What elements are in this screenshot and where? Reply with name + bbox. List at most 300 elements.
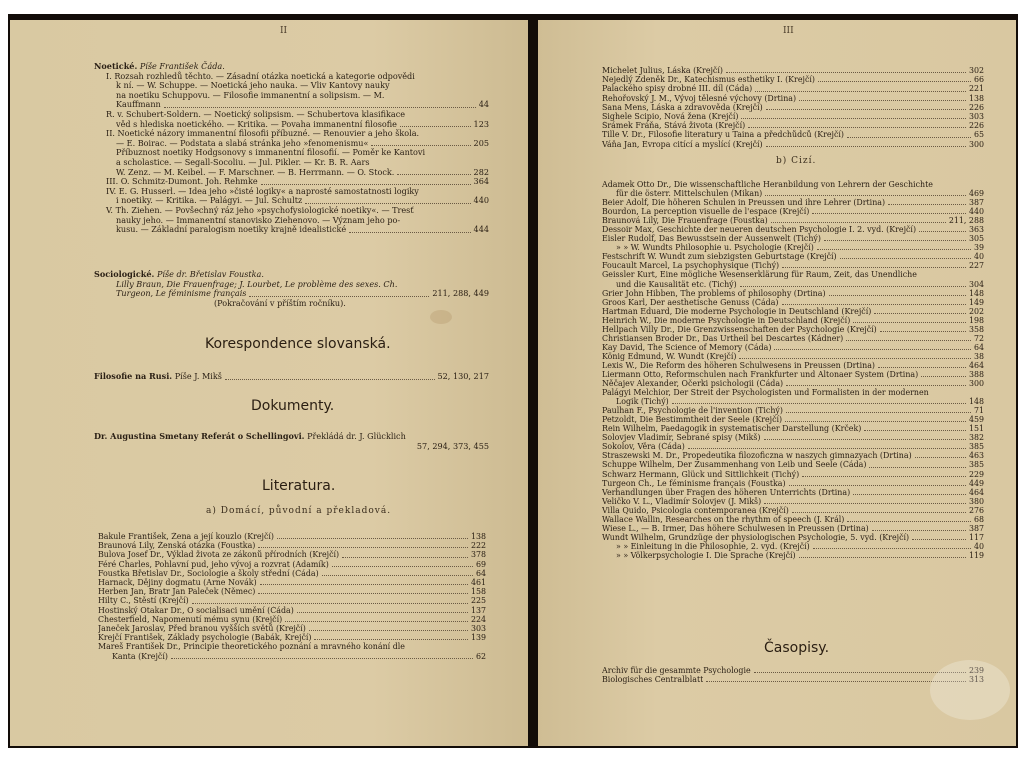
entry-author: Píše J. Mikš [174,372,222,381]
leader-dots [764,439,966,440]
page-ref: 40 [973,252,984,262]
entry-text: Hilty C., Štěstí (Krejčí) [98,596,189,606]
leader-dots [755,91,966,92]
leader-dots [813,548,971,549]
entry-text: Bourdon, La perception visuelle de l'espace (Krejčí) [602,207,810,217]
page-ref: 378 [470,550,486,560]
page-ref: 202 [968,306,984,316]
page-ref: 119 [968,550,984,560]
entry-text: » » Einleitung in die Philosophie, 2. vyd. (Krejčí) [616,541,810,551]
leader-dots [672,403,966,404]
leader-dots [799,100,966,101]
list-item [602,442,984,451]
entry-text: und die Kausalität etc. (Tichý) [616,279,737,289]
leader-dots [869,467,966,468]
leader-dots [748,127,966,128]
leader-dots [740,286,966,287]
leader-dots [824,240,966,241]
entry-text: Turgeon Ch., Le féminisme français (Foustka) [602,478,786,488]
page-ref: 198 [968,315,984,325]
entry-text: Něčajev Alexander, Očerki psichologii (Čáda) [602,379,784,389]
page-ref: 363 [968,225,984,235]
list-item [602,289,984,298]
page-ref: 148 [968,397,984,407]
leader-dots [260,584,468,585]
section-title: Literatura. [262,478,336,494]
list-item [98,596,486,605]
entry-text: Váňa Jan, Evropa citící a myslící (Krejčí) [602,139,763,149]
entry-text: Hartman Eduard, Die moderne Psychologie in Deutschland (Krejčí) [602,306,872,316]
page-ref: 464 [968,360,984,370]
list-item [602,307,984,316]
entry-text: Groos Karl, Der aesthetische Genuss (Čáda) [602,297,779,307]
entry-text: Liermann Otto, Reformschulen nach Frankfurter und Altonaer System (Drtina) [602,369,919,379]
list-item [98,587,486,596]
noetics-line: a scholastice. — Segall-Socoliu. — Jul. Pikler. — Kr. B. R. Aars [116,156,370,167]
noetics-line: na noetiku Schuppovu. — Filosofie immanentní a solipsism. — M. [116,89,385,100]
entry-text: Krejčí František, Základy psychologie (Babák, Krejčí) [98,633,312,643]
list-item [602,112,984,121]
leader-dots [342,557,468,558]
leader-dots [789,485,966,486]
page-ref: 300 [968,139,984,149]
page-ref: 300 [968,379,984,389]
noetics-line [106,225,489,235]
list-item [602,252,984,261]
page-ref: 276 [968,505,984,515]
page-ref: 139 [470,633,486,643]
heading-author: Píše František Čáda. [139,61,225,71]
leader-dots [164,107,476,108]
entry-text: Lexis W., Die Reform des höheren Schulwesens in Preussen (Drtina) [602,360,875,370]
entry-text: Šrámek Fráňa, Stává života (Krejčí) [602,121,746,131]
entry-text: věd s hlediska noetického. — Kritika. — Povaha immanentní filosofie [116,119,397,129]
page-ref: 358 [968,324,984,334]
leader-dots [322,575,473,576]
leader-dots [764,503,966,504]
list-item [602,460,984,469]
list-item [602,130,984,139]
list-item [602,66,984,75]
entry-text: Kauffmann [116,100,161,110]
list-item [602,542,984,551]
page-ref: 385 [968,460,984,470]
noetics-section [94,62,489,235]
leader-dots [878,367,966,368]
list-item [98,615,486,624]
entry-text: Archiv für die gesammte Psychologie [602,666,751,675]
noetics-line: nauky jeho. — Immanentní stanovisko Ziehenovo. — Význam jeho po- [116,214,401,225]
entry-text: Braunová Lily, Ženská otázka (Foustka) [98,541,256,551]
list-item [602,234,984,243]
page-ref: 71 [973,406,984,416]
page-ref: 211, 288, 449 [432,289,489,299]
list-item [602,551,984,560]
page-ref: 65 [973,130,984,140]
list-item [98,624,486,633]
entry-text: König Edmund, W. Wundt (Krejčí) [602,351,737,361]
list-item [602,488,984,497]
subsection-heading: a) Domácí, původní a překladová. [206,506,392,516]
entry-text: Schwarz Hermann, Glück und Sittlichkeit (Tichý) [602,469,800,479]
sociology-section [94,270,489,308]
leader-dots [847,521,971,522]
entry-text: Chesterfield, Napomenutí mému synu (Krejčí) [98,614,283,624]
leader-dots [782,304,966,305]
page-ref: 229 [968,469,984,479]
entry-text: Wiese L., — B. Irmer, Das höhere Schulwesen in Preussen (Drtina) [602,523,869,533]
entry-text: Hostinský Otakar Dr., O socialisaci umění (Čáda) [98,605,294,615]
dokumenty-entry [94,432,489,451]
page-ref: 469 [968,189,984,199]
list-item [602,316,984,325]
entry-text: Řehořovský J. M., Vývoj tělesné výchovy (Drtina) [602,93,797,103]
leader-dots [397,174,470,175]
noetics-item: II. Noetické názory immanentní filosofii příbuzné. — Renouvier a jeho škola. [106,128,420,139]
list-item [602,140,984,149]
leader-dots [765,195,966,196]
page-ref: 39 [973,243,984,253]
list-item [602,524,984,533]
list-item [602,424,984,433]
leader-dots [258,547,468,548]
leader-dots [371,145,470,146]
entry-title: Dr. Augustina Smetany Referát o Schellingovi. [94,432,305,441]
entry-text: Paulhan F., Psychologie de l'invention (Tichý) [602,406,783,416]
page-number: III [783,26,794,36]
list-item [602,675,984,684]
leader-dots [309,630,468,631]
page-ref: 444 [473,224,489,235]
list-item-cont [98,652,486,661]
list-item-cont [602,397,984,406]
page-ref: 62 [475,651,486,661]
page-ref: 239 [968,666,984,675]
page-ref: 380 [968,496,984,506]
entry-text: Christiansen Broder Dr., Das Urtheil bei Descartes (Kádner) [602,333,844,343]
page-ref: 66 [973,75,984,85]
page-ref: 211, 288 [948,216,984,226]
leader-dots [741,118,965,119]
list-item: Geissler Kurt, Eine mögliche Wesenserklärung für Raum, Zeit, das Unendliche [602,270,917,280]
entry-text: Sokolov, Věra (Čáda) [602,442,685,452]
list-item: Adamek Otto Dr., Die wissenschaftliche Heranbildung von Lehrern der Geschichte [602,180,933,189]
section-title: Korespondence slovanská. [205,336,391,352]
continuation-note: (Pokračování v příštím ročníku). [214,297,346,308]
list-item [602,406,984,415]
page-ref: 303 [470,624,486,634]
entry-text: Bulova Josef Dr., Výklad života ze zákonů přírodních (Krejčí) [98,550,340,560]
page-ref: 123 [473,118,489,129]
leader-dots [817,249,971,250]
entry-text: Heinrich W., Die moderne Psychologie in Deutschland (Krejčí) [602,315,851,325]
section-title: Časopisy. [764,640,830,656]
page-ref: 205 [473,137,489,148]
leader-dots [880,331,966,332]
entry-text: Tille V. Dr., Filosofie literatury u Taina a předchůdců (Krejčí) [602,130,845,140]
leader-dots [400,126,471,127]
entry-text: Palackého spisy drobné III. díl (Čáda) [602,84,753,94]
page-ref: 440 [473,195,489,206]
leader-dots [258,593,468,594]
page-ref: 57, 294, 373, 455 [416,440,489,451]
page-ref: 382 [968,433,984,443]
page-ref: 64 [973,342,984,352]
leader-dots [726,72,966,73]
list-item [602,103,984,112]
entry-text: Eisler Rudolf, Das Bewusstsein der Aussenwelt (Tichý) [602,234,821,244]
leader-dots [912,539,966,540]
leader-dots [786,385,966,386]
entry-text: Schuppe Wilhelm, Der Zusammenhang von Leib und Seele (Čáda) [602,460,867,470]
entry-text: Villa Quido, Psicologia contemporanea (Krejčí) [602,505,789,515]
journals-list [602,666,984,684]
list-item [98,606,486,615]
page-ref: 225 [470,596,486,606]
leader-dots [688,448,966,449]
entry-title: Filosofie na Rusi. [94,372,173,381]
page-ref: 52, 130, 217 [437,371,489,381]
entry-text: — E. Boirac. — Podstata a slabá stránka jeho »fenomenismu« [116,138,369,148]
leader-dots [872,530,966,531]
right-page [538,20,1016,746]
entry-text: i noetiky. — Kritika. — Palágyi. — Jul. Schultz [116,196,303,206]
list-item [98,633,486,642]
left-page [10,20,528,746]
list-item [602,216,984,225]
book-spread [8,14,1018,748]
korespondence-entry [94,372,489,382]
page-ref: 449 [968,478,984,488]
page-ref: 221 [968,84,984,94]
page-ref: 137 [470,605,486,615]
section-title: Dokumenty. [251,398,335,414]
entry-text: Festschrift W. Wundt zum siebzigsten Geburtstage (Krejčí) [602,252,837,262]
heading-label: Noetické. [94,61,138,71]
page-ref: 222 [470,541,486,551]
leader-dots [888,204,966,205]
entry-text: Dessoir Max, Geschichte der neueren deutschen Psychologie I. 2. vyd. (Krejčí) [602,225,917,235]
entry-text: Wallace Wallin, Researches on the rhythm of speech (J. Král) [602,514,845,524]
leader-dots [706,681,966,682]
noetics-line: Příbuznost noetiky Hodgsonovy s immanentní filosofií. — Poměr ke Kantovi [116,147,426,158]
entry-text: Veličko V. L., Vladimír Solovjev (J. Mikš) [602,496,762,506]
entry-text: Straszewski M. Dr., Propedeutika filozoficzna w naszych gimnazyach (Drtina) [602,451,912,461]
entry-text: Biologisches Centralblatt [602,675,704,685]
leader-dots [846,340,971,341]
list-item [602,84,984,93]
leader-dots [285,621,468,622]
entry-text: Janeček Jaroslav, Před branou vyšších světů (Krejčí) [98,624,306,634]
noetics-line [106,168,489,178]
page-ref: 464 [968,487,984,497]
page-ref: 224 [470,614,486,624]
leader-dots [818,81,971,82]
domestic-literature-list [98,532,486,661]
page-ref: 463 [968,451,984,461]
page-ref: 388 [968,369,984,379]
list-item [98,541,486,550]
entry-text: Michelet Julius, Láska (Krejčí) [602,66,723,75]
entry-text: III. O. Schmitz-Dumont. Joh. Rehmke [106,177,258,187]
list-item [602,433,984,442]
noetics-list [94,72,489,235]
leader-dots [919,231,966,232]
leader-dots [799,557,966,558]
entry-text: Logik (Tichý) [616,397,669,407]
entry-text: Harnack, Dějiny dogmatu (Arne Novák) [98,578,257,588]
section-heading [94,270,489,280]
list-item [98,569,486,578]
list-item [602,533,984,542]
page-ref: 64 [475,568,486,578]
page-ref: 459 [968,415,984,425]
noetics-item: V. Th. Ziehen. — Povšechný ráz jeho »psychofysiologické noetiky«. — Tresť [106,204,414,215]
page-ref: 44 [478,99,489,110]
leader-dots [739,358,971,359]
entry-text: für die österr. Mittelschulen (Mikan) [616,189,763,199]
entry-text: Petzoldt, Die Bestimmtheit der Seele (Krejčí) [602,415,783,425]
list-item [602,451,984,460]
entry-text: Kanta (Krejčí) [112,651,168,661]
entry-text: Braunová Lily, Die Frauenfrage (Foustka) [602,216,768,226]
list-item [602,666,984,675]
entry-text: Foucault Marcel, La psychophysique (Tichý) [602,261,780,271]
page-ref: 72 [973,333,984,343]
list-item [602,334,984,343]
entry-text: Solovjev Vladimír, Sebrané spisy (Mikš) [602,433,761,443]
entry-text: » » W. Wundts Philosophie u. Psychologie (Krejčí) [616,243,814,253]
page-ref: 387 [968,198,984,208]
leader-dots [774,349,971,350]
leader-dots [853,494,966,495]
page-ref: 148 [968,288,984,298]
leader-dots [771,222,946,223]
heading-author: Píše dr. Břetislav Foustka. [156,269,264,279]
foreign-literature-list [602,180,984,560]
leader-dots [249,296,429,297]
subsection-heading: b) Cizí. [776,156,817,166]
list-item [98,560,486,569]
entry-text: Kay David, The Science of Memory (Čáda) [602,342,772,352]
page-ref: 69 [475,559,486,569]
entry-text: Verhandlungen über Fragen des höheren Unterrichts (Drtina) [602,487,851,497]
page-ref: 138 [968,93,984,103]
page-ref: 40 [973,541,984,551]
list-item [98,532,486,541]
leader-dots [785,421,966,422]
list-item: Palágyi Melchior, Der Streit der Psychologisten und Formalisten in der modernen [602,388,929,398]
list-item-cont [602,189,984,198]
page-ref: 304 [968,279,984,289]
entry-text: Hellpach Villy Dr., Die Grenzwissenschaften der Psychologie (Krejčí) [602,324,877,334]
entry-text: Féré Charles, Pohlavní pud, jeho vývoj a rozvrat (Adamík) [98,559,329,569]
list-item [602,325,984,334]
list-item [602,94,984,103]
entry-text: Foustka Břetislav Dr., Sociologie a školy střední (Čáda) [98,568,319,578]
entry-text: Rein Wilhelm, Paedagogik in systematischer Darstellung (Krček) [602,424,862,434]
list-item [602,361,984,370]
page-ref: 158 [470,587,486,597]
list-item [602,198,984,207]
leader-dots [192,603,468,604]
list-item [602,415,984,424]
leader-dots [921,376,966,377]
entry-text: » » Völkerpsychologie I. Die Sprache (Krejčí) [616,550,796,560]
list-item [602,515,984,524]
page-ref: 440 [968,207,984,217]
noetics-item: IV. E. G. Husserl. — Idea jeho »čisté logiky« a naprosté samostatnosti logiky [106,185,419,196]
entry-author: Překládá dr. J. Glücklich [307,432,406,441]
list-item [602,75,984,84]
leader-dots [766,146,966,147]
list-item [98,550,486,559]
leader-dots [305,203,470,204]
leader-dots [225,379,435,380]
list-item-cont [602,280,984,289]
review-text: Turgeon, Le féminisme français [116,289,247,299]
page-ref: 387 [968,523,984,533]
page-ref: 305 [968,234,984,244]
entry-text: Sana Mens, Láska a zdravověda (Krejčí) [602,102,763,112]
list-item [602,352,984,361]
leader-dots [853,322,966,323]
list-item: Mareš František Dr., Principie theoretického poznání a mravného konání dle [98,642,405,652]
page-ref: 117 [968,532,984,542]
leader-dots [297,612,468,613]
entry-text: kusu. — Základní paralogism noetiky krajně idealistické [116,225,347,235]
leader-dots [812,213,966,214]
page-ref: 302 [968,66,984,75]
leader-dots [847,137,971,138]
leader-dots [829,295,966,296]
entry-text: Nejedlý Zdeněk Dr., Katechismus esthetiky I. (Krejčí) [602,75,815,85]
leader-dots [786,412,971,413]
noetics-item: R. v. Schubert-Soldern. — Noetický solipsism. — Schubertova klasifikace [106,108,406,119]
page-ref: 227 [968,261,984,271]
page-ref: 313 [968,675,984,685]
leader-dots [261,184,471,185]
domestic-literature-continued [602,66,984,149]
list-item [602,497,984,506]
page-ref: 226 [968,102,984,112]
entry-text: Grier John Hibben, The problems of philosophy (Drtina) [602,288,826,298]
leader-dots [171,658,473,659]
entry-text: W. Zenz. — M. Keibel. — F. Marschner. — B. Herrmann. — O. Stock. [116,167,395,177]
leader-dots [802,476,966,477]
leader-dots [314,639,467,640]
list-item [602,479,984,488]
leader-dots [782,267,966,268]
leader-dots [864,430,966,431]
leader-dots [840,258,971,259]
page-ref: 282 [473,166,489,177]
entry-text: Sighele Scipio, Nová žena (Krejčí) [602,112,739,122]
list-item [602,225,984,234]
list-item [602,243,984,252]
noetics-item: I. Rozsah rozhledů těchto. — Zásadní otázka noetická a kategorie odpovědi [106,70,415,81]
leader-dots [766,109,966,110]
list-item [602,470,984,479]
page-number: II [280,26,288,36]
leader-dots [874,313,966,314]
list-item [98,578,486,587]
list-item [602,506,984,515]
leader-dots [915,457,966,458]
page-ref: 461 [470,578,486,588]
entry-text: Bakule František, Žena a její kouzlo (Krejčí) [98,532,275,541]
page-ref: 151 [968,424,984,434]
